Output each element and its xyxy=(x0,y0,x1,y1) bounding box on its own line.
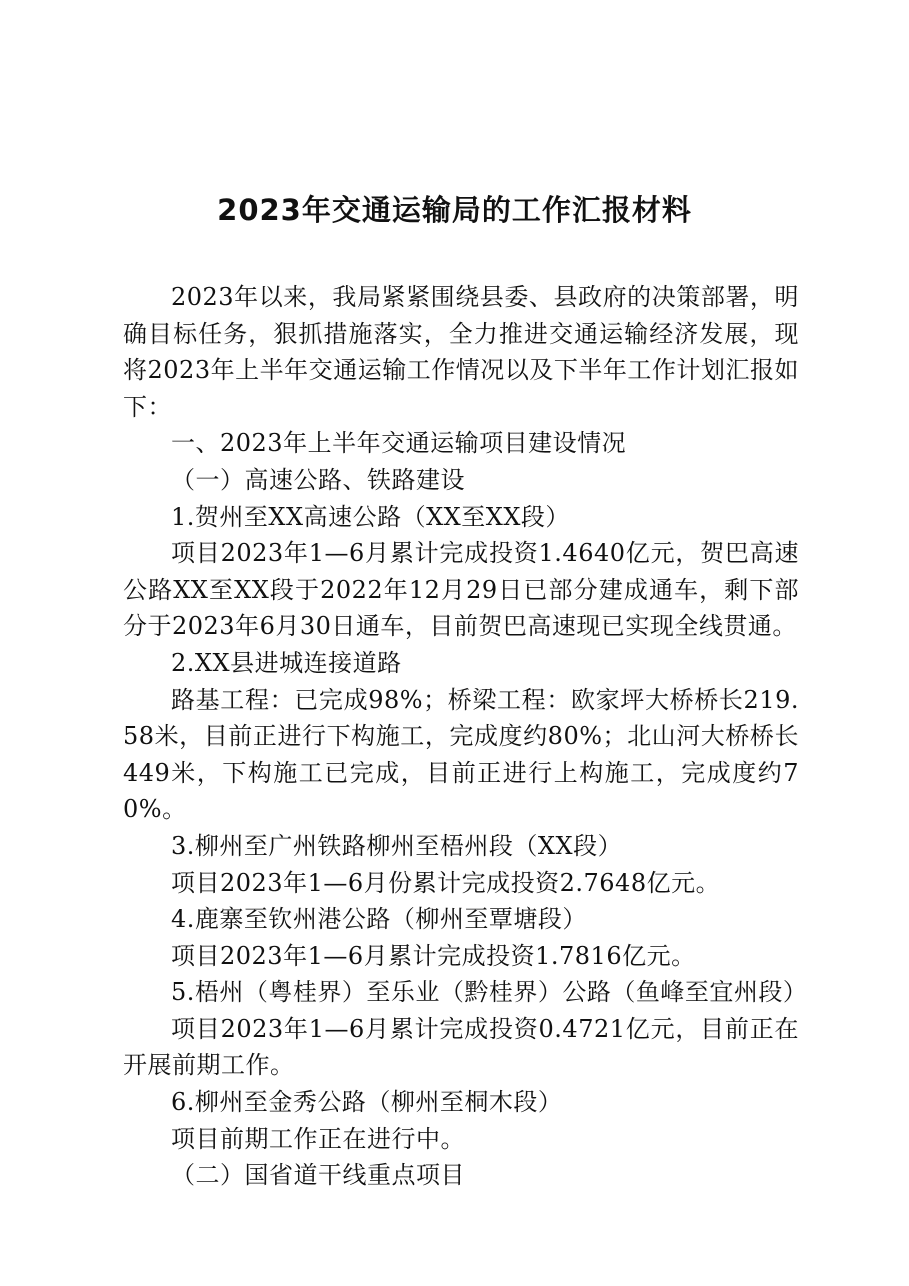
item-heading-6: 6.柳州至金秀公路（柳州至桐木段） xyxy=(171,1088,563,1117)
document-body xyxy=(123,279,808,1194)
item-heading-3: 3.柳州至广州铁路柳州至梧州段（XX段） xyxy=(171,831,623,860)
item-paragraph-6: 项目前期工作正在进行中。 xyxy=(171,1124,465,1153)
intro-paragraph: 2023年以来，我局紧紧围绕县委、县政府的决策部署，明确目标任务，狠抓措施落实，全力推进交通运输经济发展，现将2023年上半年交通运输工作情况以及下半年工作计划汇报如下： xyxy=(123,283,799,421)
item-paragraph-3: 项目2023年1—6月份累计完成投资2.7648亿元。 xyxy=(171,868,721,897)
item-paragraph-4: 项目2023年1—6月累计完成投资1.7816亿元。 xyxy=(171,941,696,970)
section-heading-1: 一、2023年上半年交通运输项目建设情况 xyxy=(171,429,627,458)
item-heading-4: 4.鹿寨至钦州港公路（柳州至覃塘段） xyxy=(171,905,587,934)
item-paragraph-2: 路基工程：已完成98%；桥梁工程：欧家坪大桥桥长219.58米，目前正进行下构施工，完成度约80%；北山河大桥桥长449米，下构施工已完成，目前正进行上构施工，完成度约70%。 xyxy=(123,685,799,824)
document-title: 2023年交通运输局的工作汇报材料 xyxy=(217,193,692,227)
item-heading-1: 1.贺州至XX高速公路（XX至XX段） xyxy=(171,502,570,531)
item-heading-5: 5.梧州（粤桂界）至乐业（黔桂界）公路（鱼峰至宜州段） xyxy=(171,978,808,1007)
subsection-heading-2: （二）国省道干线重点项目 xyxy=(171,1161,465,1190)
item-paragraph-5: 项目2023年1—6月累计完成投资0.4721亿元，目前正在开展前期工作。 xyxy=(123,1014,799,1080)
item-paragraph-1: 项目2023年1—6月累计完成投资1.4640亿元，贺巴高速公路XX至XX段于2022年12月29日已部分建成通车，剩下部分于2023年6月30日通车，目前贺巴高速现已实现全线贯通。 xyxy=(123,539,799,641)
subsection-heading-1: （一）高速公路、铁路建设 xyxy=(171,465,465,494)
item-heading-2: 2.XX县进城连接道路 xyxy=(171,648,402,677)
